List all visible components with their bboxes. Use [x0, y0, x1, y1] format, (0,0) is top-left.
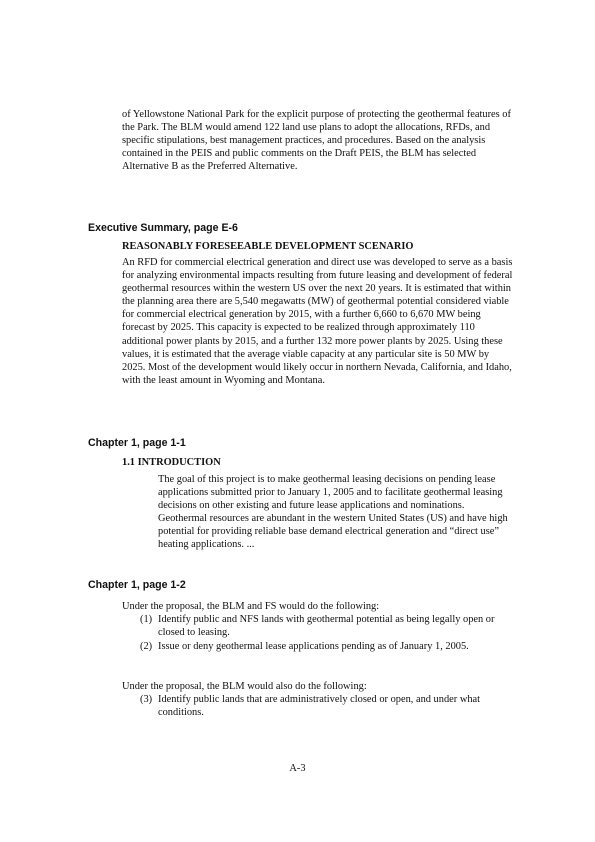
exec-summary-heading: Executive Summary, page E-6: [88, 222, 238, 234]
list-item-3: [140, 693, 514, 719]
rfd-scenario-subheading: REASONABLY FORESEEABLE DEVELOPMENT SCENARIO: [122, 241, 414, 252]
list-text: Identify public lands that are administratively closed or open, and under what conditions.: [158, 694, 481, 719]
list-item-1: [140, 613, 514, 639]
list-text: Issue or deny geothermal lease applications pending as of January 1, 2005.: [158, 641, 469, 652]
introduction-subheading: 1.1 INTRODUCTION: [122, 457, 221, 468]
list-number: (3): [140, 694, 153, 705]
proposal-lead-2: Under the proposal, the BLM would also do the following:: [122, 681, 367, 692]
chapter1-page2-heading: Chapter 1, page 1-2: [88, 579, 186, 591]
list-text: Identify public and NFS lands with geothermal potential as being legally open or closed to leasing.: [158, 614, 495, 639]
chapter1-page1-heading: Chapter 1, page 1-1: [88, 437, 186, 449]
list-item-2: [140, 640, 514, 653]
page-number: A-3: [289, 763, 306, 774]
rfd-paragraph: An RFD for commercial electrical generation and direct use was developed to serve as a basis for analyzing environmental impacts resulting from future leasing and development of federal geothermal resources within the western US over the next 20 years. It is estimated that within the planning area there are 5,540 megawatts (MW) of geothermal potential considered viable for commercial electrical generation by 2015, with a further 6,660 to 6,670 MW being forecast by 2025. This capacity is expected to be realized through approximately 110 additional power plants by 2015, and a further 132 more power plants by 2025. Using these values, it is estimated that the average viable capacity at any particular site is 50 MW by 2025. Most of the development would likely occur in northern Nevada, California, and Idaho, with the least amount in Wyoming and Montana.: [122, 257, 513, 386]
list-number: (1): [140, 614, 153, 625]
proposal-lead-1: Under the proposal, the BLM and FS would do the following:: [122, 601, 380, 612]
introduction-paragraph: The goal of this project is to make geothermal leasing decisions on pending lease applications submitted prior to January 1, 2005 and to facilitate geothermal leasing decisions on other existing and future lease applications and nominations. Geothermal resources are abundant in the western United States (US) and have high potential for providing reliable base demand electrical generation and “direct use” heating applications. ...: [158, 474, 508, 551]
list-number: (2): [140, 641, 153, 652]
intro-paragraph: of Yellowstone National Park for the explicit purpose of protecting the geothermal features of the Park. The BLM would amend 122 land use plans to adopt the allocations, RFDs, and specific stipulations, best management practices, and procedures. Based on the analysis contained in the PEIS and public comments on the Draft PEIS, the BLM has selected Alternative B as the Preferred Alternative.: [122, 109, 511, 173]
